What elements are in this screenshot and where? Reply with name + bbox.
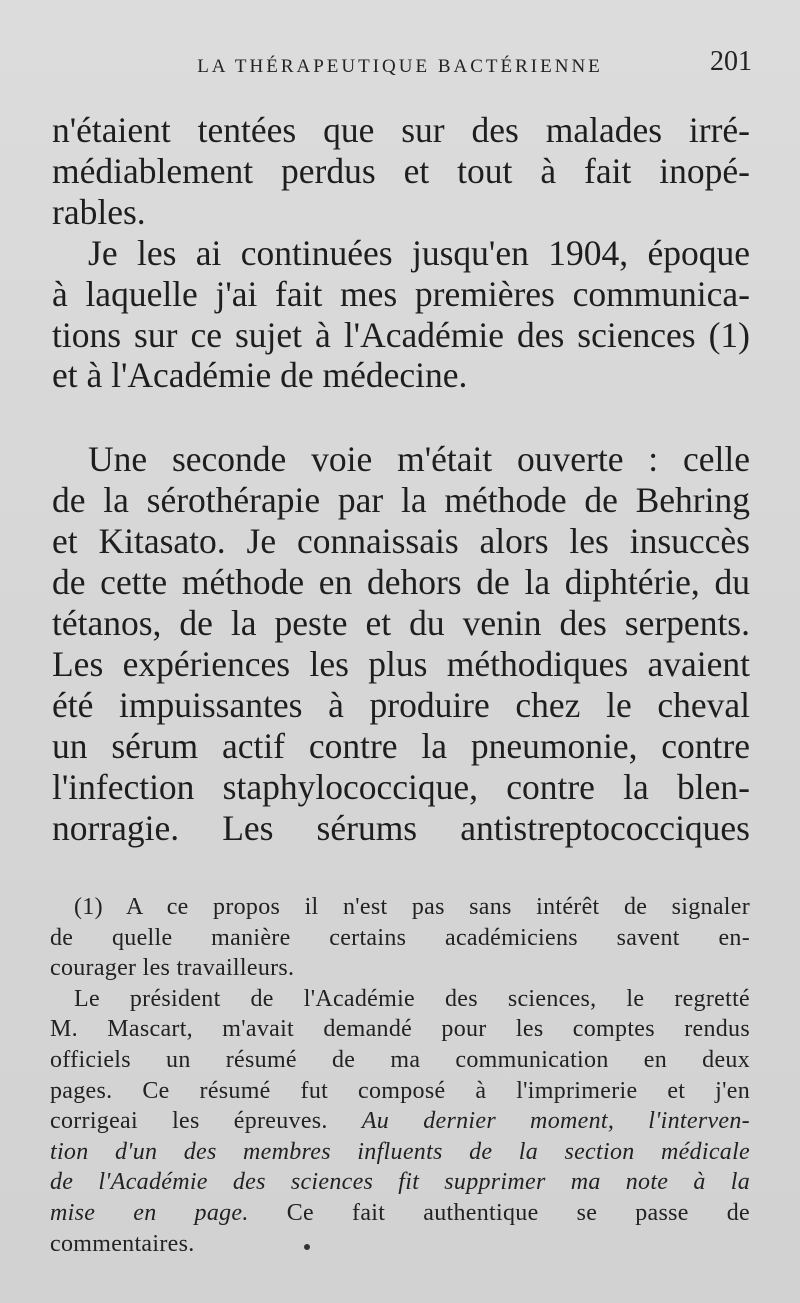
text-line: et Kitasato. Je connaissais alors les insuccès	[52, 521, 750, 562]
ink-speck	[304, 1244, 310, 1250]
footnote-line: commentaires.	[50, 1230, 195, 1257]
text-line: norragie. Les sérums antistreptococciques	[52, 807, 750, 848]
text-line: rables.	[52, 191, 146, 232]
page-number: 201	[710, 46, 752, 77]
text-line: Les expériences les plus méthodiques avaient	[52, 643, 750, 684]
footnote-line-mixed	[50, 1106, 750, 1137]
text-line: n'étaient tentées que sur des malades irré-	[52, 110, 750, 150]
text-line: et à l'Académie de médecine.	[52, 355, 468, 396]
text-line: Je les ai continuées jusqu'en 1904, époque	[88, 232, 750, 273]
footnote-line-mixed	[50, 1198, 750, 1229]
footnote-line: officiels un résumé de ma communication en deux	[50, 1046, 750, 1073]
footnote-roman-segment: Ce fait authentique se passe de	[286, 1199, 750, 1226]
text-line: Une seconde voie m'était ouverte : celle	[88, 439, 750, 480]
footnotes	[50, 892, 750, 1259]
footnote-italic-segment: Au dernier moment, l'interven-	[361, 1108, 750, 1135]
text-line: l'infection staphylococcique, contre la blen-	[52, 766, 750, 807]
footnote-line: courager les travailleurs.	[50, 955, 295, 982]
paragraph-3	[52, 439, 750, 848]
paragraph-1	[52, 110, 750, 233]
paragraph-spacer	[52, 396, 750, 439]
text-line: à laquelle j'ai fait mes premières communica-	[52, 273, 750, 314]
text-line: un sérum actif contre la pneumonie, contre	[52, 725, 750, 766]
footnote-line: pages. Ce résumé fut composé à l'imprimerie et j'en	[50, 1077, 750, 1104]
body-text	[52, 110, 750, 848]
text-line: de cette méthode en dehors de la diphtérie, du	[52, 562, 750, 603]
text-line: tétanos, de la peste et du venin des serpents.	[52, 602, 750, 643]
text-line: médiablement perdus et tout à fait inopé-	[52, 150, 750, 191]
footnote-line-italic: tion d'un des membres influents de la section médicale	[50, 1138, 750, 1165]
text-line: de la sérothérapie par la méthode de Behring	[52, 480, 750, 521]
text-line: tions sur ce sujet à l'Académie des sciences (1)	[52, 314, 750, 355]
footnote-line: (1) A ce propos il n'est pas sans intérêt de signaler	[74, 894, 750, 920]
footnote-line-italic: de l'Académie des sciences fit supprimer ma note à la	[50, 1169, 750, 1196]
footnote-line: Le président de l'Académie des sciences, le regretté	[74, 985, 750, 1012]
footnote-line: de quelle manière certains académiciens savent en-	[50, 924, 750, 951]
footnote-italic-segment: mise en page.	[50, 1199, 249, 1226]
running-title: LA THÉRAPEUTIQUE BACTÉRIENNE	[197, 56, 603, 77]
text-line: été impuissantes à produire chez le cheval	[52, 684, 750, 725]
footnote-roman-segment: corrigeai les épreuves.	[50, 1108, 328, 1135]
paragraph-2	[52, 233, 750, 397]
footnote-line: M. Mascart, m'avait demandé pour les comptes rendus	[50, 1016, 750, 1043]
running-head	[48, 44, 752, 84]
